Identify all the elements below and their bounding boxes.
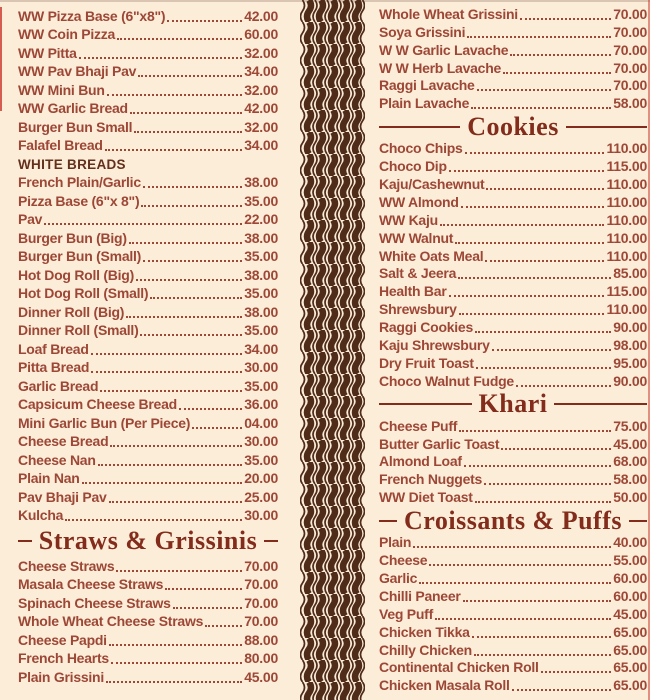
item-price: 30.00: [244, 507, 278, 523]
item-price: 42.00: [244, 7, 278, 24]
item-name: Plain: [379, 534, 412, 551]
menu-item-row: [379, 373, 647, 391]
header-rule-right: [554, 403, 647, 405]
dot-leader: [109, 501, 243, 503]
dot-leader: [130, 112, 242, 114]
menu-item-row: [18, 451, 278, 470]
dot-leader: [179, 408, 242, 410]
dot-leader: [503, 72, 611, 74]
dot-leader: [91, 353, 243, 355]
menu-item-row: [18, 229, 278, 248]
menu-item-row: [18, 211, 278, 230]
item-name: Whole Wheat Grissini: [379, 5, 518, 22]
item-name: Almond Loaf: [379, 453, 462, 470]
item-price: 34.00: [244, 137, 278, 153]
item-name: French Nuggets: [379, 471, 483, 488]
menu-item-row: [379, 42, 647, 60]
menu-item-row: [18, 488, 278, 507]
item-price: 110.00: [606, 229, 647, 246]
item-name: Garlic Bread: [18, 377, 99, 394]
item-name: Cheese Nan: [18, 451, 96, 468]
item-price: 55.00: [613, 552, 647, 569]
item-name: Masala Cheese Straws: [18, 576, 164, 592]
dot-leader: [449, 170, 605, 172]
item-price: 80.00: [244, 650, 278, 666]
item-price: 110.00: [606, 301, 647, 318]
dot-leader: [413, 546, 611, 548]
header-rule-right: [566, 126, 647, 128]
header-rule-left: [379, 126, 460, 128]
dot-leader: [459, 430, 611, 432]
menu-item-row: [379, 588, 647, 606]
item-price: 35.00: [244, 377, 278, 394]
menu-item-row: [379, 319, 647, 337]
item-name: Dry Fruit Toast: [379, 354, 474, 371]
dot-leader: [465, 152, 605, 154]
menu-item-row: [379, 418, 647, 436]
menu-item-row: [379, 355, 647, 373]
menu-item-row: [18, 44, 278, 63]
menu-item-row: [18, 266, 278, 285]
header-rule-left: [18, 540, 32, 542]
item-name: Cheese Puff: [379, 417, 458, 434]
menu-item-row: [18, 359, 278, 378]
item-price: 60.00: [244, 26, 278, 42]
menu-column-left: [18, 0, 278, 687]
dot-leader: [455, 242, 604, 244]
item-name: Burger Bun Small: [18, 118, 133, 135]
dot-leader: [126, 316, 242, 318]
section-header-text: Cookies: [467, 111, 559, 141]
menu-item-row: [18, 631, 278, 650]
menu-item-row: [18, 100, 278, 119]
item-name: Burger Bun (Small): [18, 248, 142, 264]
dot-leader: [141, 205, 242, 207]
menu-item-row: [379, 283, 647, 301]
menu-item-row: [18, 650, 278, 669]
item-price: 32.00: [244, 44, 278, 61]
item-name: Shrewsbury: [379, 301, 457, 318]
item-name: Plain Nan: [18, 470, 80, 486]
item-name: Cheese: [379, 552, 428, 569]
item-price: 98.00: [613, 337, 647, 354]
dot-leader: [484, 483, 611, 485]
item-name: Mini Garlic Bun (Per Piece): [18, 414, 191, 431]
item-price: 35.00: [244, 451, 278, 468]
menu-item-row: [18, 192, 278, 211]
menu-item-row: [379, 248, 647, 266]
item-name: WW Coin Pizza: [18, 26, 116, 42]
header-rule-left: [379, 403, 472, 405]
menu-item-row: [18, 414, 278, 433]
menu-item-row: [18, 433, 278, 452]
item-price: 58.00: [613, 95, 647, 112]
menu-item-row: [18, 81, 278, 100]
item-name: Butter Garlic Toast: [379, 435, 500, 452]
item-price: 36.00: [244, 396, 278, 412]
dot-leader: [192, 427, 242, 429]
dot-leader: [429, 564, 611, 566]
item-price: 70.00: [613, 41, 647, 58]
menu-item-row: [379, 176, 647, 194]
item-price: 65.00: [613, 677, 647, 694]
item-name: WW Pav Bhaji Pav: [18, 63, 137, 79]
item-name: WW Kaju: [379, 211, 438, 228]
menu-item-row: [379, 212, 647, 230]
item-name: Choco Chips: [379, 140, 463, 157]
item-price: 50.00: [613, 489, 647, 506]
item-name: Pav: [18, 211, 43, 227]
item-price: 32.00: [244, 81, 278, 98]
item-name: French Hearts: [18, 650, 109, 666]
item-price: 70.00: [244, 613, 278, 629]
dot-leader: [129, 242, 242, 244]
item-price: 110.00: [606, 193, 647, 210]
menu-item-row: [379, 534, 647, 552]
dot-leader: [449, 295, 605, 297]
item-name: W W Herb Lavache: [379, 59, 502, 76]
menu-item-row: [379, 624, 647, 642]
item-price: 70.00: [244, 557, 278, 574]
dot-leader: [419, 582, 611, 584]
item-price: 68.00: [613, 453, 647, 470]
dot-leader: [541, 671, 612, 673]
dot-leader: [143, 186, 242, 188]
dot-leader: [82, 482, 243, 484]
item-price: 115.00: [606, 283, 647, 300]
item-name: Kaju/Cashewnut: [379, 176, 485, 193]
item-name: Kulcha: [18, 507, 64, 523]
item-name: Falafel Bread: [18, 137, 103, 153]
item-price: 70.00: [613, 5, 647, 22]
menu-item-row: [379, 642, 647, 660]
dot-leader: [98, 464, 243, 466]
item-name: White Oats Meal: [379, 247, 484, 264]
item-price: 38.00: [244, 174, 278, 190]
menu-item-row: [18, 470, 278, 489]
item-name: Raggi Lavache: [379, 77, 475, 94]
item-name: Health Bar: [379, 283, 447, 300]
header-rule-right: [264, 540, 278, 542]
item-name: Kaju Shrewsbury: [379, 337, 490, 354]
item-name: WW Pitta: [18, 44, 77, 61]
item-price: 70.00: [613, 77, 647, 94]
menu-item-row: [379, 78, 647, 96]
menu-item-row: [18, 613, 278, 632]
dot-leader: [440, 224, 605, 226]
wavy-divider: [300, 0, 365, 700]
dot-leader: [492, 349, 612, 351]
section-header: [379, 113, 647, 140]
dot-leader: [134, 131, 242, 133]
menu-item-row: [18, 63, 278, 82]
dot-leader: [475, 331, 611, 333]
item-name: Dinner Roll (Big): [18, 303, 125, 320]
item-name: Raggi Cookies: [379, 319, 473, 336]
dot-leader: [205, 625, 242, 627]
item-name: Loaf Bread: [18, 340, 89, 357]
menu-item-row: [18, 26, 278, 45]
menu-item-row: [379, 677, 647, 695]
menu-item-row: [18, 576, 278, 595]
item-price: 90.00: [613, 319, 647, 336]
item-price: 34.00: [244, 63, 278, 79]
item-price: 35.00: [244, 285, 278, 301]
item-name: Chilli Paneer: [379, 587, 461, 604]
menu-item-row: [379, 301, 647, 319]
item-price: 38.00: [244, 303, 278, 320]
dot-leader: [461, 206, 605, 208]
item-name: Cheese Papdi: [18, 631, 107, 648]
item-name: Chicken Tikka: [379, 623, 470, 640]
dot-leader: [476, 367, 611, 369]
item-name: Chilly Chicken: [379, 641, 472, 658]
item-price: 88.00: [244, 631, 278, 648]
menu-item-row: [379, 660, 647, 678]
item-price: 65.00: [613, 641, 647, 658]
item-price: 110.00: [606, 176, 647, 193]
item-price: 95.00: [613, 354, 647, 371]
menu-item-row: [18, 285, 278, 304]
item-name: WW Almond: [379, 193, 459, 210]
item-name: French Plain/Garlic: [18, 174, 141, 190]
item-price: 90.00: [613, 372, 647, 389]
dot-leader: [143, 260, 242, 262]
menu-item-row: [379, 471, 647, 489]
dot-leader: [485, 260, 604, 262]
item-price: 35.00: [244, 322, 278, 338]
menu-item-row: [379, 24, 647, 42]
dot-leader: [109, 644, 242, 646]
dot-leader: [106, 681, 242, 683]
dot-leader: [136, 279, 242, 281]
menu-item-row: [18, 668, 278, 687]
item-name: Dinner Roll (Small): [18, 322, 139, 338]
dot-leader: [435, 618, 611, 620]
item-name: Hot Dog Roll (Small): [18, 285, 149, 301]
menu-item-row: [18, 340, 278, 359]
dot-leader: [116, 570, 242, 572]
dot-leader: [467, 36, 611, 38]
dot-leader: [472, 636, 612, 638]
item-price: 40.00: [613, 534, 647, 551]
item-name: Chicken Masala Roll: [379, 677, 510, 694]
section-header-text: Straws & Grissinis: [38, 526, 258, 555]
item-name: WW Walnut: [379, 229, 454, 246]
section-header: [379, 391, 647, 418]
menu-item-row: [379, 95, 647, 113]
item-name: WW Pizza Base (6"x8"): [18, 7, 166, 24]
item-price: 35.00: [244, 192, 278, 209]
item-name: Cheese Bread: [18, 433, 109, 449]
subsection-label: WHITE BREADS: [18, 156, 126, 172]
dot-leader: [471, 107, 611, 109]
item-price: 38.00: [244, 229, 278, 246]
menu-item-row: [18, 7, 278, 26]
item-name: Salt & Jeera: [379, 265, 457, 282]
menu-item-row: [379, 140, 647, 158]
dot-leader: [44, 223, 242, 225]
menu-item-row: [18, 303, 278, 322]
menu-item-row: [379, 337, 647, 355]
dot-leader: [107, 94, 243, 96]
menu-item-row: [379, 266, 647, 284]
item-name: Garlic: [379, 569, 418, 586]
item-price: 60.00: [613, 569, 647, 586]
menu-item-row: [379, 552, 647, 570]
menu-item-row: [18, 137, 278, 156]
item-price: 110.00: [606, 211, 647, 228]
item-name: Pav Bhaji Pav: [18, 488, 107, 505]
dot-leader: [167, 20, 242, 22]
dot-leader: [79, 57, 243, 59]
menu-item-row: [18, 248, 278, 267]
item-name: WW Mini Bun: [18, 81, 105, 98]
dot-leader: [520, 18, 611, 20]
section-header: [379, 507, 647, 534]
dot-leader: [173, 607, 243, 609]
item-price: 65.00: [613, 623, 647, 640]
item-name: Capsicum Cheese Bread: [18, 396, 177, 412]
dot-leader: [111, 662, 242, 664]
menu-item-row: [379, 194, 647, 212]
item-price: 115.00: [606, 158, 647, 175]
menu-item-row: [379, 60, 647, 78]
item-price: 58.00: [613, 471, 647, 488]
item-name: Plain Grissini: [18, 668, 104, 685]
menu-item-row: [379, 606, 647, 624]
item-price: 04.00: [244, 414, 278, 431]
item-name: WW Diet Toast: [379, 489, 473, 506]
dot-leader: [475, 501, 611, 503]
item-price: 34.00: [244, 340, 278, 357]
menu-item-row: [379, 230, 647, 248]
item-price: 32.00: [244, 118, 278, 135]
item-name: Choco Dip: [379, 158, 447, 175]
dot-leader: [463, 600, 612, 602]
dot-leader: [165, 588, 242, 590]
dot-leader: [501, 448, 611, 450]
item-name: Spinach Cheese Straws: [18, 594, 171, 611]
item-price: 45.00: [613, 605, 647, 622]
menu-item-row: [18, 322, 278, 341]
menu-item-row: [379, 158, 647, 176]
dot-leader: [458, 277, 611, 279]
dot-leader: [91, 371, 242, 373]
item-name: WW Garlic Bread: [18, 100, 128, 116]
item-price: 22.00: [244, 211, 278, 227]
item-price: 30.00: [244, 359, 278, 375]
item-name: Veg Puff: [379, 605, 434, 622]
dot-leader: [474, 654, 611, 656]
item-name: W W Garlic Lavache: [379, 41, 509, 58]
item-name: Plain Lavache: [379, 95, 470, 112]
item-price: 30.00: [244, 433, 278, 449]
item-price: 85.00: [613, 265, 647, 282]
item-name: Burger Bun (Big): [18, 229, 127, 246]
dot-leader: [477, 89, 612, 91]
section-header-text: Khari: [478, 389, 548, 419]
menu-item-row: [379, 454, 647, 472]
item-price: 75.00: [613, 417, 647, 434]
menu-item-row: [18, 507, 278, 526]
dot-leader: [150, 297, 242, 299]
dot-leader: [138, 75, 242, 77]
menu-item-row: [18, 118, 278, 137]
item-name: Pizza Base (6"x 8"): [18, 192, 140, 209]
item-price: 65.00: [613, 659, 647, 676]
section-header: [18, 525, 278, 557]
dot-leader: [117, 38, 242, 40]
item-price: 38.00: [244, 266, 278, 283]
item-price: 45.00: [244, 668, 278, 685]
item-price: 110.00: [606, 247, 647, 264]
header-rule-left: [379, 520, 397, 522]
menu-item-row: [379, 489, 647, 507]
wavy-pattern-graphic: [300, 0, 365, 700]
dot-leader: [459, 313, 605, 315]
item-name: Choco Walnut Fudge: [379, 372, 514, 389]
menu-item-row: [18, 377, 278, 396]
header-rule-right: [629, 520, 647, 522]
item-price: 25.00: [244, 488, 278, 505]
menu-item-row: [379, 6, 647, 24]
dot-leader: [140, 334, 242, 336]
item-name: Cheese Straws: [18, 557, 115, 574]
menu-item-row: [18, 174, 278, 193]
dot-leader: [464, 465, 611, 467]
item-price: 20.00: [244, 470, 278, 486]
item-price: 70.00: [613, 59, 647, 76]
menu-item-row: [18, 557, 278, 576]
dot-leader: [110, 445, 242, 447]
item-price: 70.00: [244, 576, 278, 592]
left-border-line: [0, 7, 2, 111]
dot-leader: [512, 689, 612, 691]
menu-item-row: [18, 396, 278, 415]
item-price: 70.00: [244, 594, 278, 611]
item-name: Soya Grissini: [379, 23, 466, 40]
menu-column-right: [379, 0, 647, 695]
item-name: Whole Wheat Cheese Straws: [18, 613, 204, 629]
item-price: 60.00: [613, 587, 647, 604]
item-price: 70.00: [613, 23, 647, 40]
dot-leader: [510, 54, 611, 56]
item-price: 35.00: [244, 248, 278, 264]
dot-leader: [516, 385, 611, 387]
dot-leader: [65, 519, 242, 521]
dot-leader: [100, 390, 242, 392]
dot-leader: [105, 149, 243, 151]
menu-item-row: [379, 570, 647, 588]
item-name: Hot Dog Roll (Big): [18, 266, 135, 283]
item-price: 42.00: [244, 100, 278, 116]
menu-item-row: [379, 436, 647, 454]
item-price: 45.00: [613, 435, 647, 452]
dot-leader: [486, 188, 604, 190]
item-price: 110.00: [606, 140, 647, 157]
item-name: Continental Chicken Roll: [379, 659, 539, 676]
menu-item-row: [18, 594, 278, 613]
item-name: Pitta Bread: [18, 359, 90, 375]
section-header-text: Croissants & Puffs: [404, 505, 622, 535]
